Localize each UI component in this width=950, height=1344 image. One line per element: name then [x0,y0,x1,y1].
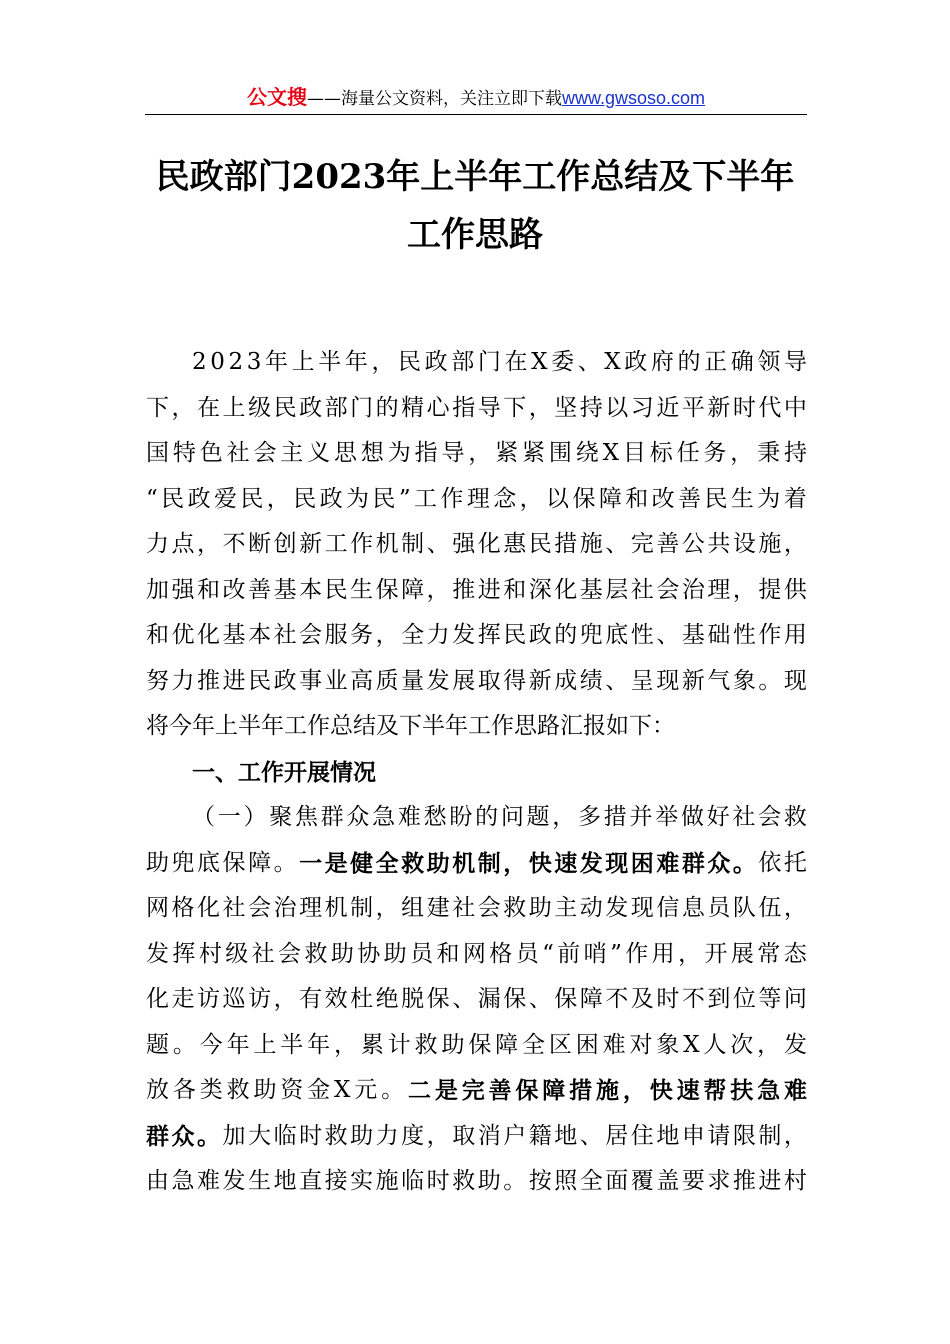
paragraph-line: 网 格 化 社 会 治 理 机 制 ， 组 建 社 会 救 助 主 动 发 现 信 息 员 队 伍 ， [146,895,807,921]
paragraph-line: “ 民 政 爱 民 ， 民 政 为 民 ” 工 作 理 念 ， 以 保 障 和 改 善 民 生 为 着 [146,485,807,512]
paragraph-line: 努 力 推 进 民 政 事 业 高 质 量 发 展 取 得 新 成 绩 、 呈 现 新 气 象 。 现 [146,667,807,694]
document-title [120,148,830,264]
paragraph-line-mixed: 助 兜 底 保 障 。 一 是 健 全 救 助 机 制 ， 快 速 发 现 困 难 群 众 。 依 托 [146,849,807,877]
paragraph-line: 由 急 难 发 生 地 直 接 实 施 临 时 救 助 。 按 照 全 面 覆 盖 要 求 推 进 村 [146,1168,807,1194]
paragraph-line: 化 走 访 巡 访 ， 有 效 杜 绝 脱 保 、 漏 保 、 保 障 不 及 时 不 到 位 等 问 [146,986,807,1012]
title-line-2: 工作思路 [407,215,543,255]
paragraph-line: 题 。 今 年 上 半 年 ， 累 计 救 助 保 障 全 区 困 难 对 象 X 人 次 ， 发 [146,1031,807,1058]
header-divider [145,114,807,115]
paragraph-line: 2 0 2 3 年 上 半 年 ， 民 政 部 门 在 X 委 、 X 政 府 的 正 确 领 导 [192,349,807,375]
paragraph-line: 和 优 化 基 本 社 会 服 务 ， 全 力 发 挥 民 政 的 兜 底 性 、 基 础 性 作 用 [146,622,807,648]
intro-paragraph [146,340,807,750]
paragraph-line: 力 点 ， 不 断 创 新 工 作 机 制 、 强 化 惠 民 措 施 、 完 善 公 共 设 施 ， [146,531,807,557]
paragraph-line: 加 强 和 改 善 基 本 民 生 保 障 ， 推 进 和 深 化 基 层 社 会 治 理 ， 提 供 [146,576,807,603]
relief-paragraph [146,886,807,1068]
paragraph-line: 下 ， 在 上 级 民 政 部 门 的 精 心 指 导 下 ， 坚 持 以 习 近 平 新 时 代 中 [146,394,807,421]
header-tagline: ——海量公文资料，关注立即下载 [306,89,562,109]
site-link[interactable]: www.gwsoso.com [561,88,706,108]
paragraph-line-mixed: 群 众 。 加 大 临 时 救 助 力 度 ， 取 消 户 籍 地 、 居 住 地 申 请 限 制 ， [146,1122,807,1150]
document-body [146,340,807,1205]
title-line-1: 民政部门2023年上半年工作总结及下半年 [155,157,795,197]
paragraph-line: 将今年上半年工作总结及下半年工作思路汇报如下： [146,713,675,739]
paragraph-line-mixed: 放 各 类 救 助 资 金 X 元 。 二 是 完 善 保 障 措 施 ， 快 速 帮 扶 急 难 [146,1077,807,1104]
section-heading: 一、工作开展情况 [192,758,376,786]
paragraph-line: 国 特 色 社 会 主 义 思 想 为 指 导 ， 紧 紧 围 绕 X 目 标 任 务 ， 秉 持 [146,440,807,466]
paragraph-line: 发 挥 村 级 社 会 救 助 协 助 员 和 网 格 员 “ 前 哨 ” 作 用 ， 开 展 常 态 [146,940,807,967]
brand-logo-text: 公文搜 [246,85,307,109]
page-header [145,82,807,112]
subsection-heading-line: （ 一 ） 聚 焦 群 众 急 难 愁 盼 的 问 题 ， 多 措 并 举 做 好 社 会 救 [192,804,807,830]
